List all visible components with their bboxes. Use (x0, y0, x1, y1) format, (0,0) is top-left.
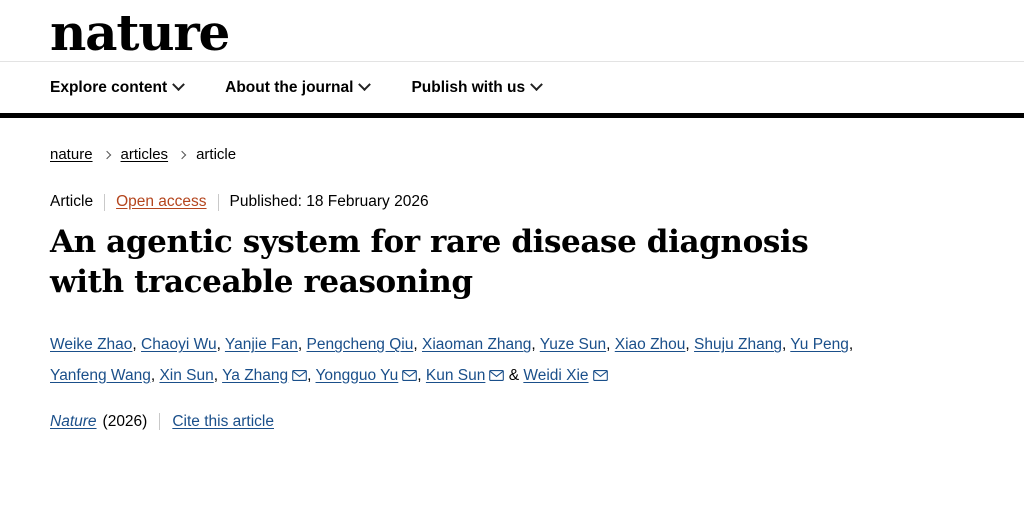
corresponding-author-email-icon[interactable] (593, 362, 608, 392)
corresponding-author-email-icon[interactable] (402, 362, 417, 392)
nav-item-about-the-journal[interactable] (225, 79, 369, 97)
author-entry: Chaoyi Wu, (141, 336, 225, 354)
breadcrumb-item-articles[interactable]: articles (120, 146, 169, 163)
author-link[interactable]: Ya Zhang (222, 366, 289, 384)
author-link[interactable]: Xiaoman Zhang (421, 336, 532, 354)
article-meta-line (50, 193, 974, 211)
open-access-link[interactable]: Open access (116, 193, 207, 210)
breadcrumb-item-nature[interactable]: nature (50, 146, 93, 163)
author-entry: Yongguo Yu , (316, 367, 426, 384)
nav-item-publish-with-us[interactable] (411, 79, 541, 97)
corresponding-author-email-icon[interactable] (292, 362, 307, 392)
author-link[interactable]: Shuju Zhang (694, 336, 782, 354)
author-link[interactable]: Yuze Sun (539, 336, 607, 354)
author-entry: Xin Sun, (159, 366, 223, 384)
publication-date: Published: 18 February 2026 (229, 193, 429, 210)
nav-item-label: Publish with us (411, 78, 526, 96)
author-entry: Shuju Zhang, (694, 336, 791, 354)
author-entry: Yanfeng Wang, (50, 366, 160, 384)
breadcrumb-item-article: article (196, 146, 237, 163)
author-entry: Kun Sun & (426, 367, 523, 384)
author-entry: Xiaoman Zhang, (421, 336, 540, 354)
author-link[interactable]: Yongguo Yu (315, 366, 399, 384)
breadcrumb (50, 146, 974, 163)
author-link[interactable]: Xin Sun (159, 366, 214, 384)
meta-divider (159, 413, 160, 430)
author-entry: Yuze Sun, (539, 336, 615, 354)
chevron-down-icon (359, 78, 372, 91)
chevron-right-icon (178, 150, 186, 158)
main-navigation (0, 62, 1024, 118)
author-link[interactable]: Chaoyi Wu (141, 336, 217, 354)
chevron-down-icon (530, 78, 543, 91)
nav-item-label: About the journal (225, 78, 354, 96)
author-link[interactable]: Yanjie Fan (224, 336, 298, 354)
author-list (50, 330, 895, 390)
author-link[interactable]: Kun Sun (425, 366, 486, 384)
author-link[interactable]: Pengcheng Qiu (306, 336, 414, 354)
chevron-down-icon (172, 78, 185, 91)
author-entry: Xiao Zhou, (614, 336, 695, 354)
author-link[interactable]: Xiao Zhou (614, 336, 686, 354)
journal-name-link[interactable]: Nature (50, 412, 97, 430)
journal-year: (2026) (102, 412, 148, 430)
site-masthead (0, 0, 1024, 62)
author-link[interactable]: Yanfeng Wang (50, 366, 151, 384)
author-entry: Ya Zhang , (222, 367, 315, 384)
chevron-right-icon (102, 150, 110, 158)
nature-logo[interactable]: nature (50, 2, 230, 62)
author-entry: Yu Peng, (790, 336, 854, 354)
meta-divider (104, 194, 105, 211)
author-entry (523, 367, 607, 384)
author-entry: Pengcheng Qiu, (306, 336, 422, 354)
journal-citation-line (50, 413, 974, 431)
article-header (0, 118, 1024, 431)
corresponding-author-email-icon[interactable] (489, 362, 504, 392)
author-link[interactable]: Yu Peng (790, 336, 849, 354)
nav-item-label: Explore content (50, 78, 168, 96)
page-title: An agentic system for rare disease diagnosis with traceable reasoning (50, 224, 809, 300)
article-type-label: Article (50, 193, 94, 210)
author-entry: Weike Zhao, (50, 336, 142, 354)
author-link[interactable]: Weike Zhao (50, 336, 133, 354)
nav-item-explore-content[interactable] (50, 79, 183, 97)
author-entry: Yanjie Fan, (224, 336, 307, 354)
author-link[interactable]: Weidi Xie (523, 366, 589, 384)
cite-this-article-link[interactable]: Cite this article (172, 412, 274, 430)
